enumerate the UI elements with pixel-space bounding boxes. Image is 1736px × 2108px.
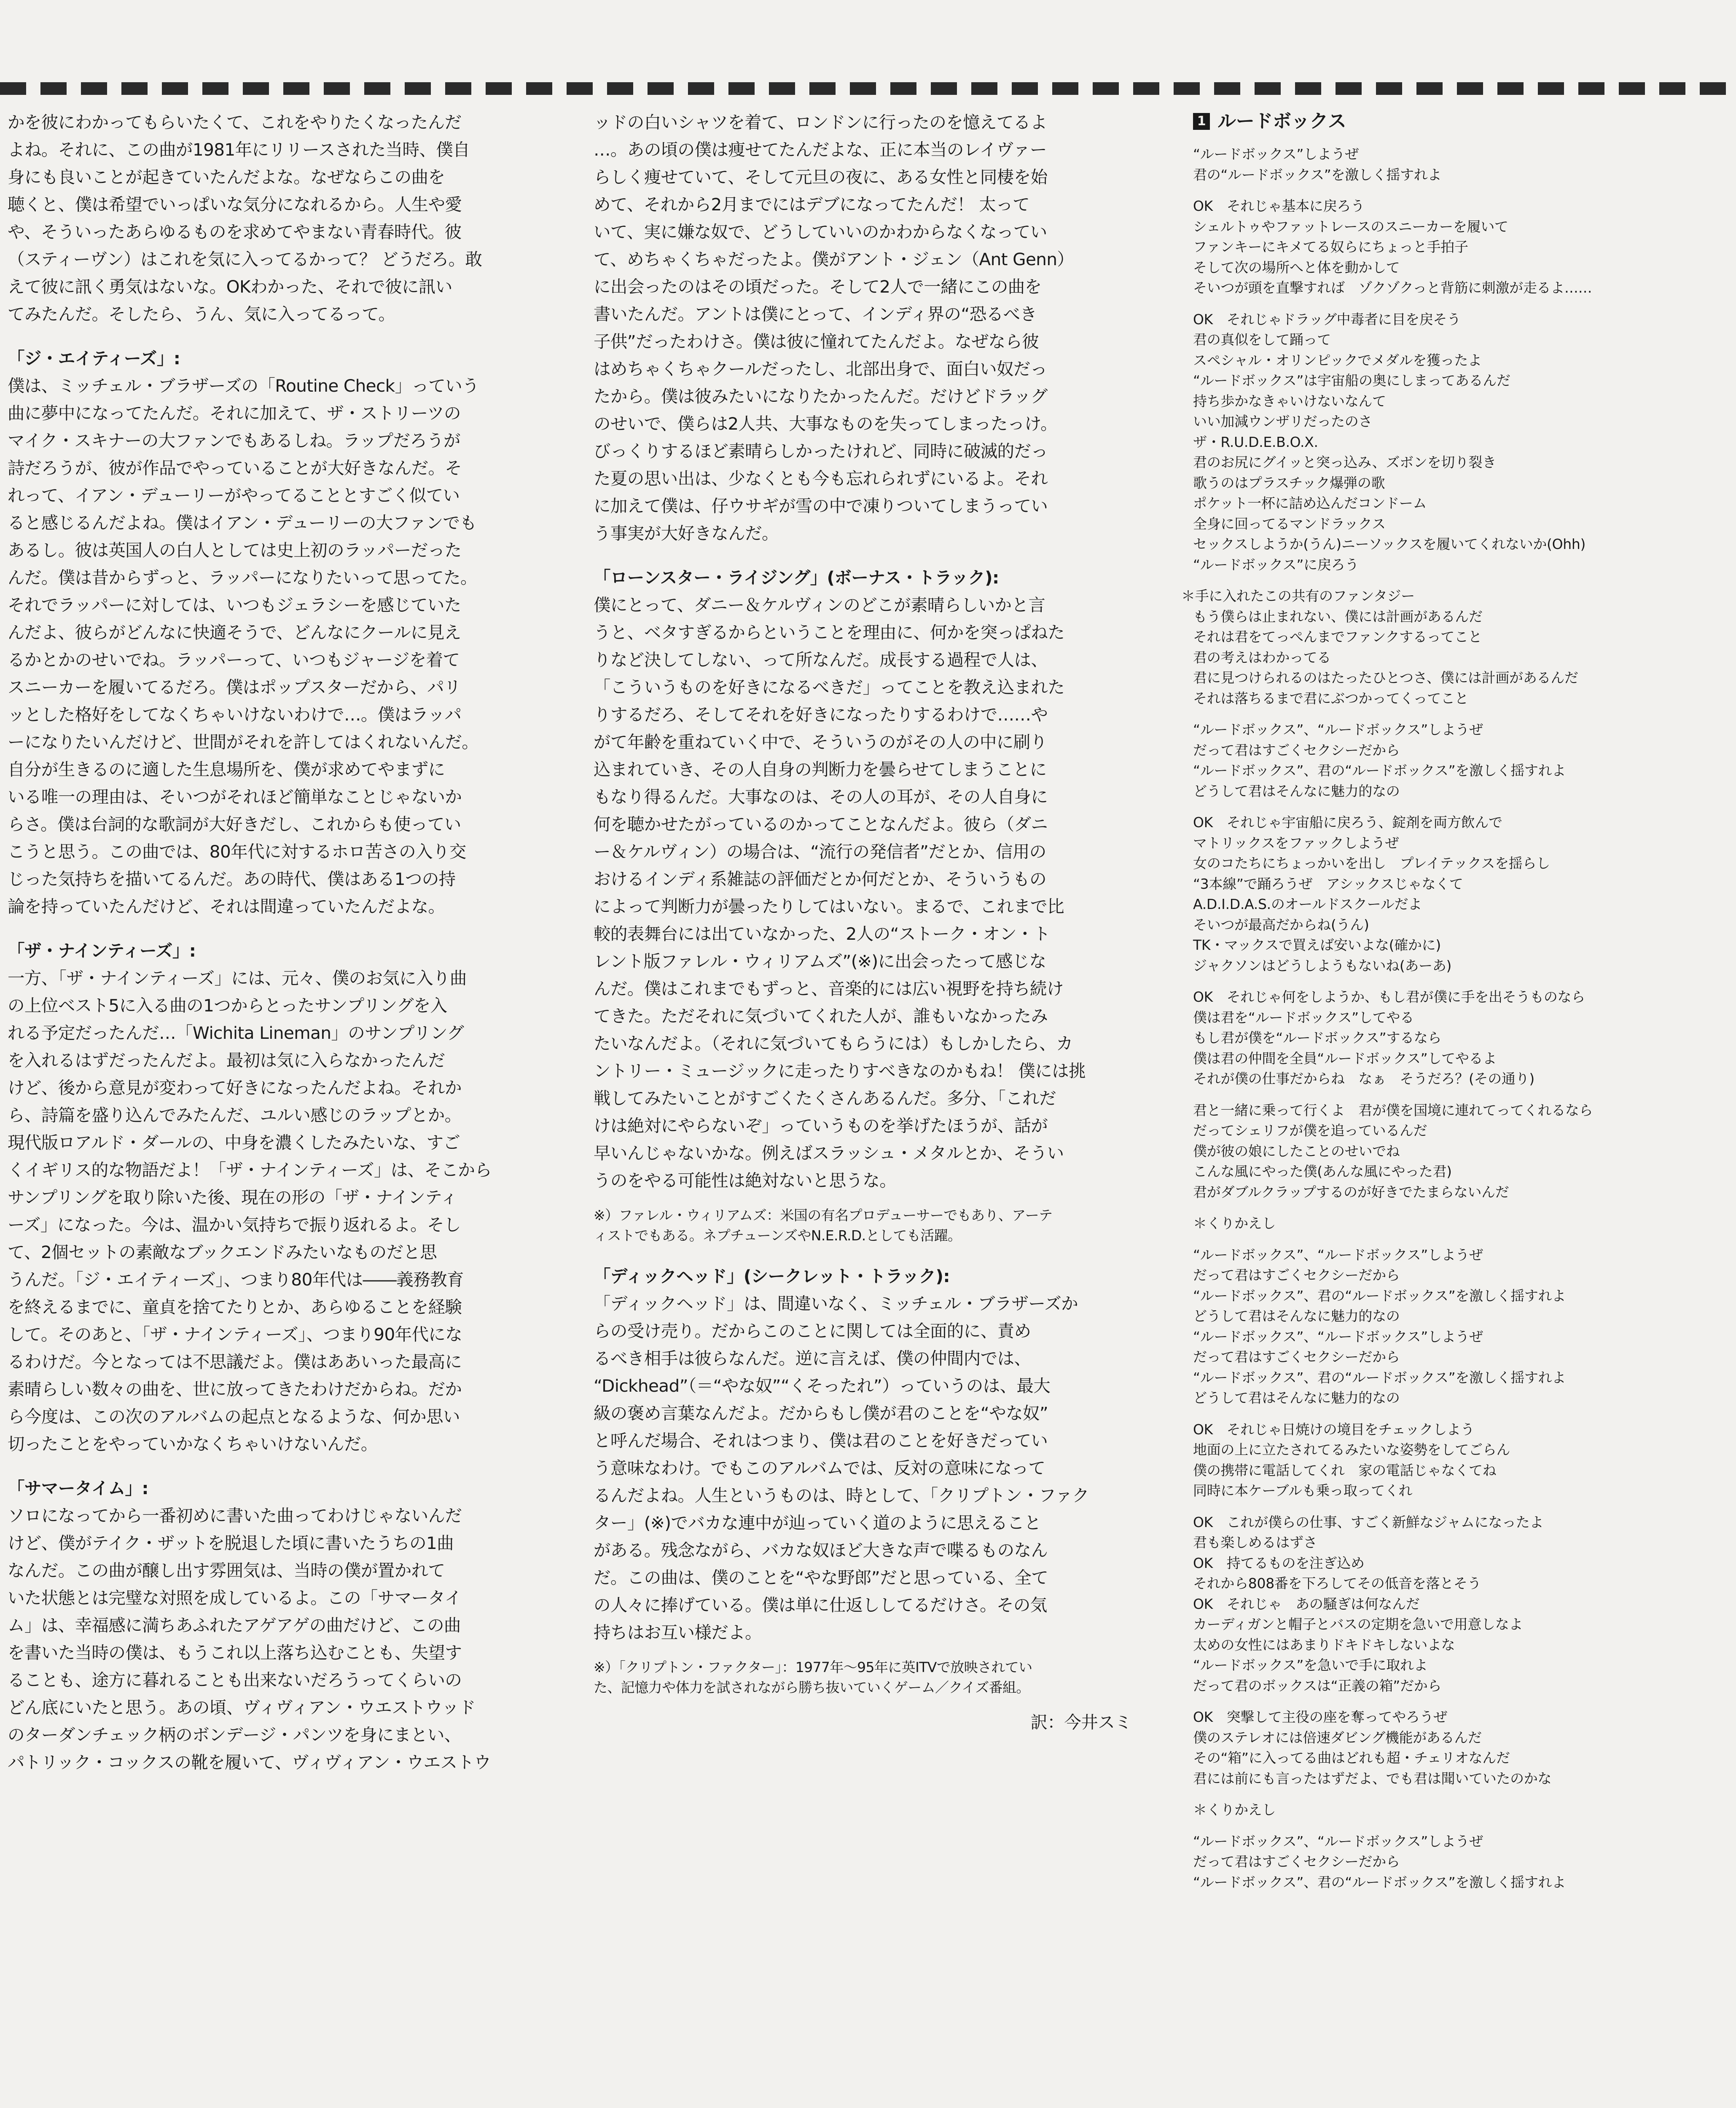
lyric-line: どうして君はそんなに魅力的なの bbox=[1193, 1308, 1400, 1324]
text-line: のせいで、僕らは2人共、大事なものを失ってしまったっけ。 bbox=[594, 414, 1058, 434]
text-line: てみたんだ。そしたら、うん、気に入ってるって。 bbox=[8, 304, 395, 324]
text-line: 聴くと、僕は希望でいっぱいな気分になれるから。人生や愛 bbox=[8, 194, 462, 215]
text-line: 「こういうものを好きになるべきだ」ってことを教え込まれた bbox=[594, 677, 1065, 697]
lyric-line: OK それじゃ日焼けの境目をチェックしよう bbox=[1193, 1421, 1475, 1438]
footnote-line: ※）「クリプトン・ファクター」：1977年～95年に英ITVで放映されてい bbox=[594, 1659, 1032, 1675]
lyric-stanza bbox=[1193, 196, 1733, 298]
column-3-lyrics bbox=[1181, 109, 1733, 1893]
lyric-line: だって君はすごくセクシーだから bbox=[1193, 1853, 1400, 1870]
text-line: サンプリングを取り除いた後、現在の形の「ザ・ナインティ bbox=[8, 1187, 457, 1207]
lyric-line: 君のお尻にグイッと突っ込み、ズボンを切り裂き bbox=[1193, 454, 1497, 471]
text-line: 僕は、ミッチェル・ブラザーズの「Routine Check」っていう bbox=[8, 376, 479, 396]
text-line: スニーカーを履いてるだろ。僕はポップスターだから、パリ bbox=[8, 677, 461, 697]
text-line: ントリー・ミュージックに走ったりすべきなのかもね！ 僕には挑 bbox=[594, 1061, 1086, 1081]
lyric-stanza bbox=[1193, 1800, 1733, 1820]
text-line: 一方、「ザ・ナインティーズ」には、元々、僕のお気に入り曲 bbox=[8, 968, 467, 988]
text-line: ーになりたいんだけど、世間がそれを許してはくれないんだ。 bbox=[8, 732, 479, 752]
text-line: マイク・スキナーの大ファンでもあるしね。ラップだろうが bbox=[8, 430, 461, 451]
text-line: くイギリス的な物語だよ！「ザ・ナインティーズ」は、そこから bbox=[8, 1160, 492, 1180]
text-line: のターダンチェック柄のボンデージ・パンツを身にまとい、 bbox=[8, 1725, 461, 1745]
lyric-line: 全身に回ってるマンドラックス bbox=[1193, 515, 1386, 532]
text-line: ー＆ケルヴィン）の場合は、“流行の発信者”だとか、信用の bbox=[594, 842, 1046, 862]
text-line: るかとかのせいでね。ラッパーって、いつもジャージを着て bbox=[8, 650, 460, 670]
text-line: に出会ったのはその頃だった。そして2人で一緒にこの曲を bbox=[594, 277, 1042, 297]
text-line: てきた。ただそれに気づいてくれた人が、誰もいなかったみ bbox=[594, 1006, 1048, 1026]
text-line: んだよ、彼らがどんなに快適そうで、どんなにクールに見え bbox=[8, 622, 461, 643]
lyric-line: ＊くりかえし bbox=[1193, 1215, 1276, 1231]
column-2 bbox=[594, 109, 1142, 1736]
text-line: を入れるはずだったんだよ。最初は気に入らなかったんだ bbox=[8, 1050, 445, 1070]
lyric-stanza bbox=[1181, 586, 1733, 709]
paragraph-the-eighties bbox=[8, 372, 577, 920]
lyric-line: 地面の上に立たされてるみたいな姿勢をしてごらん bbox=[1193, 1441, 1510, 1458]
text-line: どん底にいたと思う。あの頃、ヴィヴィアン・ウエストウッド bbox=[8, 1697, 476, 1718]
lyric-stanza bbox=[1193, 1245, 1733, 1409]
lyric-line: だって君はすごくセクシーだから bbox=[1193, 742, 1400, 758]
text-line: ター」(※)でバカな連中が辿っていく道のように思えること bbox=[594, 1513, 1041, 1533]
lyric-line: 君の“ルードボックス”を激しく揺すれよ bbox=[1193, 166, 1442, 183]
translator-credit: 訳：今井スミ bbox=[1030, 1712, 1131, 1732]
lyric-line: OK それじゃドラッグ中毒者に目を戻そう bbox=[1193, 311, 1461, 328]
lyric-line: 僕は君を“ルードボックス”してやる bbox=[1193, 1009, 1414, 1026]
lyric-line: 僕の携帯に電話してくれ 家の電話じゃなくてね bbox=[1193, 1462, 1497, 1479]
heading-the-nineties: 「ザ・ナインティーズ」: bbox=[8, 941, 196, 961]
lyric-line: だって君はすごくセクシーだから bbox=[1193, 1267, 1400, 1283]
lyric-line: 持ち歩かなきゃいけないなんて bbox=[1193, 393, 1386, 409]
text-line: なんだ。この曲が醸し出す雰囲気は、当時の僕が置かれて bbox=[8, 1560, 445, 1581]
song-title: ルードボックス bbox=[1217, 110, 1346, 132]
text-line: ると感じるんだよね。僕はイアン・デューリーの大ファンでも bbox=[8, 513, 477, 533]
text-line: や、そういったあらゆるものを求めてやまない青春時代。彼 bbox=[8, 222, 462, 242]
lyric-line: いい加減ウンザリだったのさ bbox=[1193, 413, 1373, 430]
text-line: パトリック・コックスの靴を履いて、ヴィヴィアン・ウエストウ bbox=[8, 1752, 491, 1772]
text-line: えて彼に訊く勇気はないな。OKわかった、それで彼に訊い bbox=[8, 277, 452, 297]
text-line: けど、僕がテイク・ザットを脱退した頃に書いたうちの1曲 bbox=[8, 1533, 454, 1553]
column-1 bbox=[8, 109, 577, 1776]
lyric-line: “ルードボックス”、君の“ルードボックス”を激しく揺すれよ bbox=[1193, 1369, 1566, 1386]
heading-lonestar-rising: 「ローンスター・ライジング」(ボーナス・トラック): bbox=[594, 567, 999, 588]
paragraph-summertime bbox=[8, 1502, 577, 1776]
top-dashed-rule bbox=[0, 82, 1736, 95]
lyric-stanza bbox=[1193, 720, 1733, 801]
lyric-line: OK それじゃ あの騒ぎは何なんだ bbox=[1193, 1595, 1420, 1612]
lyric-line: 女のコたちにちょっかいを出し プレイテックスを揺らし bbox=[1193, 855, 1550, 871]
text-line: の人々に捧げている。僕は単に仕返ししてるだけさ。その気 bbox=[594, 1595, 1047, 1615]
lyric-stanza bbox=[1193, 812, 1733, 976]
track-number-badge: 1 bbox=[1193, 113, 1210, 130]
text-line: 戦してみたいことがすごくたくさんあるんだ。多分、「これだ bbox=[594, 1088, 1056, 1108]
text-line: て、2個セットの素敵なブックエンドみたいなものだと思 bbox=[8, 1242, 437, 1262]
lyric-line: もし君が僕を“ルードボックス”するなら bbox=[1193, 1030, 1442, 1046]
text-line: 書いたんだ。アントは僕にとって、インディ界の“恐るべき bbox=[594, 304, 1037, 324]
lyric-line: “ルードボックス”、“ルードボックス”しようぜ bbox=[1193, 1833, 1483, 1850]
lyric-line: シェルトゥやファットレースのスニーカーを履いて bbox=[1193, 218, 1508, 235]
lyric-line: 手に入れたこの共有のファンタジー bbox=[1195, 588, 1415, 604]
lyric-line: 太めの女性にはあまりドキドキしないよな bbox=[1193, 1636, 1455, 1653]
text-line: 子供”だったわけさ。僕は彼に憧れてたんだよ。なぜなら彼 bbox=[594, 331, 1039, 352]
lyric-stanza bbox=[1193, 1100, 1733, 1203]
lyric-line: スペシャル・オリンピックでメダルを獲ったよ bbox=[1193, 352, 1482, 368]
lyric-stanza bbox=[1193, 1831, 1733, 1893]
paragraph-intro bbox=[8, 109, 577, 328]
lyric-line: どうして君はそんなに魅力的なの bbox=[1193, 1390, 1400, 1406]
lyric-line: 歌うのはプラスチック爆弾の歌 bbox=[1193, 474, 1385, 491]
text-line: によって判断力が曇ったりしてはいない。まるで、これまで比 bbox=[594, 896, 1064, 917]
text-line: もなり得るんだ。大事なのは、その人の耳が、その人自身に bbox=[594, 787, 1048, 807]
song-title-row bbox=[1193, 109, 1733, 134]
lyric-line: OK 持てるものを注ぎ込め bbox=[1193, 1554, 1365, 1571]
lyric-line: 君に見つけられるのはたったひとつさ、僕には計画があるんだ bbox=[1193, 670, 1578, 686]
lyric-line: だってシェリフが僕を追っているんだ bbox=[1193, 1122, 1427, 1139]
footnote-pharrell bbox=[594, 1205, 1142, 1246]
text-line: うと、ベタすぎるからということを理由に、何かを突っぱねた bbox=[594, 622, 1065, 643]
lyric-line: それは君をてっぺんまでファンクするってこと bbox=[1193, 629, 1482, 645]
text-line: た夏の思い出は、少なくとも今も忘れられずにいるよ。それ bbox=[594, 468, 1048, 489]
lyric-line: それが僕の仕事だからね なぁ そうだろ？(その通り) bbox=[1193, 1070, 1534, 1087]
footnote-line: ※）ファレル・ウィリアムズ：米国の有名プロデューサーでもあり、アーテ bbox=[594, 1207, 1053, 1223]
heading-summertime: 「サマータイム」: bbox=[8, 1478, 148, 1498]
lyric-line: どうして君はそんなに魅力的なの bbox=[1193, 782, 1400, 799]
lyric-stanza bbox=[1193, 1213, 1733, 1234]
text-line: んだ。僕はこれまでもずっと、音楽的には広い視野を持ち続け bbox=[594, 979, 1064, 999]
text-line: 曲に夢中になってたんだ。それに加えて、ザ・ストリーツの bbox=[8, 403, 461, 423]
text-line: ム」は、幸福感に満ちあふれたアゲアゲの曲だけど、この曲 bbox=[8, 1615, 461, 1635]
lyric-line: マトリックスをファックしようぜ bbox=[1193, 834, 1399, 851]
paragraph-lonestar-rising bbox=[594, 592, 1142, 1194]
lyric-line: そして次の場所へと体を動かして bbox=[1193, 259, 1400, 276]
text-line: に加えて僕は、仔ウサギが雪の中で凍りついてしまうってい bbox=[594, 496, 1048, 516]
lyric-line: カーディガンと帽子とバスの定期を急いで用意しなよ bbox=[1193, 1616, 1523, 1632]
text-line: と呼んだ場合、それはつまり、僕は君のことを好きだってい bbox=[594, 1430, 1048, 1451]
text-line: 何を聴かせたがっているのかってことなんだよ。彼ら（ダニ bbox=[594, 814, 1048, 834]
text-line: れる予定だったんだ…「Wichita Lineman」のサンプリング bbox=[8, 1023, 464, 1043]
lyric-line: “ルードボックス”は宇宙船の奥にしまってあるんだ bbox=[1193, 372, 1510, 389]
text-line: 僕にとって、ダニー＆ケルヴィンのどこが素晴らしいかと言 bbox=[594, 595, 1045, 615]
lyric-line: そいつが最高だからね(うん) bbox=[1193, 916, 1369, 933]
text-line: ら、詩篇を盛り込んでみたんだ、ユルい感じのラップとか。 bbox=[8, 1105, 462, 1125]
lyric-line: 君の考えはわかってる bbox=[1193, 649, 1331, 666]
lyric-line: 僕のステレオには倍速ダビング機能があるんだ bbox=[1193, 1729, 1482, 1746]
text-line: いて、実に嫌な奴で、どうしていいのかわからなくなってい bbox=[594, 222, 1047, 242]
text-line: ーズ」になった。今は、温かい気持ちで振り返れるよ。そし bbox=[8, 1215, 461, 1235]
text-line: の上位ベスト5に入る曲の1つからとったサンプリングを入 bbox=[8, 995, 447, 1016]
text-line: がて年齢を重ねていく中で、そういうのがその人の中に刷り bbox=[594, 732, 1047, 752]
text-line: うのをやる可能性は絶対ないと思うな。 bbox=[594, 1170, 897, 1191]
lyric-line: OK これが僕らの仕事、すごく新鮮なジャムになったよ bbox=[1193, 1514, 1544, 1530]
paragraph-summertime-continued bbox=[594, 109, 1142, 547]
lyric-line: “ルードボックス”、“ルードボックス”しようぜ bbox=[1193, 721, 1483, 738]
paragraph-dickhead bbox=[594, 1290, 1142, 1646]
text-line: かを彼にわかってもらいたくて、これをやりたくなったんだ bbox=[8, 112, 462, 132]
text-line: 級の褒め言葉なんだよ。だからもし僕が君のことを“やな奴” bbox=[594, 1403, 1048, 1423]
text-line: うんだ。「ジ・エイティーズ」、つまり80年代は――義務教育 bbox=[8, 1269, 464, 1290]
footnote-line: た、記憶力や体力を試されながら勝ち抜いていくゲーム／クイズ番組。 bbox=[594, 1679, 1030, 1696]
footnote-line: ィストでもある。ネプチューンズやN.E.R.D.としても活躍。 bbox=[594, 1227, 962, 1244]
footnote-krypton-factor bbox=[594, 1657, 1142, 1698]
text-line: よね。それに、この曲が1981年にリリースされた当時、僕自 bbox=[8, 140, 470, 160]
lyric-line: “ルードボックス”しようぜ bbox=[1193, 146, 1359, 162]
lyric-stanza bbox=[1193, 309, 1733, 575]
text-line: じった気持ちを描いてるんだ。あの時代、僕はある1つの持 bbox=[8, 869, 456, 889]
text-line: を終えるまでに、童貞を捨てたりとか、あらゆることを経験 bbox=[8, 1297, 462, 1317]
lyric-line: “ルードボックス”を急いで手に取れよ bbox=[1193, 1657, 1428, 1673]
lyric-line: “ルードボックス”、“ルードボックス”しようぜ bbox=[1193, 1246, 1483, 1263]
text-line: …。あの頃の僕は痩せてたんだよな、正に本当のレイヴァー bbox=[594, 140, 1047, 160]
lyric-line: TK・マックスで買えば安いよな(確かに) bbox=[1193, 937, 1441, 953]
text-line: あるし。彼は英国人の白人としては史上初のラッパーだった bbox=[8, 540, 462, 560]
text-line: ッとした格好をしてなくちゃいけないわけで…。僕はラッパ bbox=[8, 704, 462, 725]
lyric-line: 同時に本ケーブルも乗っ取ってくれ bbox=[1193, 1482, 1413, 1499]
lyric-line: “ルードボックス”、君の“ルードボックス”を激しく揺すれよ bbox=[1193, 1874, 1566, 1890]
lyric-line: ファンキーにキメてる奴らにちょっと手拍子 bbox=[1193, 239, 1468, 255]
text-line: 現代版ロアルド・ダールの、中身を濃くしたみたいな、すご bbox=[8, 1132, 460, 1153]
lyric-line: A.D.I.D.A.S.のオールドスクールだよ bbox=[1193, 896, 1422, 912]
chorus-mark: ＊ bbox=[1181, 588, 1195, 604]
text-line: 「ディックヘッド」は、間違いなく、ミッチェル・ブラザーズか bbox=[594, 1293, 1078, 1314]
text-line: 切ったことをやっていかなくちゃいけないんだ。 bbox=[8, 1434, 378, 1454]
text-line: う事実が大好きなんだ。 bbox=[594, 523, 779, 543]
lyric-line: “ルードボックス”、君の“ルードボックス”を激しく揺すれよ bbox=[1193, 1287, 1566, 1304]
lyric-line: OK 突撃して主役の座を奪ってやろうぜ bbox=[1193, 1709, 1447, 1725]
lyric-line: だって君はすごくセクシーだから bbox=[1193, 1349, 1400, 1365]
text-line: けは絶対にやらないぞ」っていうものを挙げたほうが、話が bbox=[594, 1116, 1048, 1136]
text-line: たいなんだよ。（それに気づいてもらうには）もしかしたら、カ bbox=[594, 1033, 1073, 1054]
lyric-line: “ルードボックス”、“ルードボックス”しようぜ bbox=[1193, 1328, 1483, 1345]
lyric-line: こんな風にやった僕(あんな風にやった君) bbox=[1193, 1163, 1452, 1180]
text-line: （スティーヴン）はこれを気に入ってるかって？ どうだろ。敢 bbox=[8, 249, 482, 269]
lyric-line: もう僕らは止まれない、僕には計画があるんだ bbox=[1193, 608, 1483, 625]
lyric-line: 僕が彼の娘にしたことのせいでね bbox=[1193, 1143, 1400, 1159]
text-line: いた状態とは完璧な対照を成しているよ。この「サマータイ bbox=[8, 1588, 462, 1608]
text-line: 素晴らしい数々の曲を、世に放ってきたわけだからね。だか bbox=[8, 1379, 462, 1399]
lyric-line: ポケット一杯に詰め込んだコンドーム bbox=[1193, 495, 1427, 511]
lyrics bbox=[1181, 144, 1733, 1893]
lyric-line: “ルードボックス”、君の“ルードボックス”を激しく揺すれよ bbox=[1193, 762, 1566, 779]
lyric-stanza bbox=[1193, 1420, 1733, 1501]
lyric-line: それから808番を下ろしてその低音を落とそう bbox=[1193, 1575, 1481, 1592]
lyric-line: 君と一緒に乗って行くよ 君が僕を国境に連れてってくれるなら bbox=[1193, 1102, 1593, 1119]
heading-the-eighties: 「ジ・エイティーズ」: bbox=[8, 348, 180, 368]
text-line: ソロになってから一番初めに書いた曲ってわけじゃないんだ bbox=[8, 1506, 462, 1526]
text-line: ッドの白いシャツを着て、ロンドンに行ったのを憶えてるよ bbox=[594, 112, 1047, 132]
text-line: 自分が生きるのに適した生息場所を、僕が求めてやまずに bbox=[8, 759, 445, 780]
lyric-line: 君の真似をして踊って bbox=[1193, 331, 1331, 348]
lyric-line: “ルードボックス”に戻ろう bbox=[1193, 556, 1359, 573]
text-line: はめちゃくちゃクールだったし、北部出身で、面白い奴だっ bbox=[594, 359, 1047, 379]
text-line: 身にも良いことが起きていたんだよな。なぜならこの曲を bbox=[8, 167, 445, 187]
text-line: りなど決してしない、って所なんだ。成長する過程で人は、 bbox=[594, 650, 1048, 670]
text-line: いる唯一の理由は、そいつがそれほど簡単なことじゃないか bbox=[8, 787, 462, 807]
text-line: たから。僕は彼みたいになりたかったんだ。だけどドラッグ bbox=[594, 386, 1048, 406]
text-line: めて、それから2月までにはデブになってたんだ！ 太って bbox=[594, 194, 1030, 215]
text-line: らの受け売り。だからこのことに関しては全面的に、責め bbox=[594, 1321, 1031, 1341]
text-line: れって、イアン・デューリーがやってることとすごく似てい bbox=[8, 485, 460, 505]
lyric-line: だって君のボックスは“正義の箱”だから bbox=[1193, 1677, 1442, 1694]
text-line: う意味なわけ。でもこのアルバムでは、反対の意味になって bbox=[594, 1458, 1045, 1478]
text-line: びっくりするほど素晴らしかったけれど、同時に破滅的だっ bbox=[594, 441, 1048, 461]
lyric-line: OK それじゃ基本に戻ろう bbox=[1193, 198, 1365, 214]
paragraph-the-nineties bbox=[8, 965, 577, 1458]
lyric-stanza bbox=[1193, 987, 1733, 1089]
text-line: て、めちゃくちゃだったよ。僕がアント・ジェン（Ant Genn） bbox=[594, 249, 1074, 269]
text-line: らさ。僕は台詞的な歌詞が大好きだし、これからも使ってい bbox=[8, 814, 461, 834]
lyric-line: セックスしようか(うん)ニーソックスを履いてくれないか(Ohh) bbox=[1193, 536, 1586, 552]
text-line: ることも、途方に暮れることも出来ないだろうってくらいの bbox=[8, 1670, 462, 1690]
text-line: るんだよね。人生というものは、時として、「クリプトン・ファク bbox=[594, 1485, 1089, 1506]
text-line: らしく痩せていて、そして元旦の夜に、ある女性と同棲を始 bbox=[594, 167, 1048, 187]
text-line: こうと思う。この曲では、80年代に対するホロ苦さの入り交 bbox=[8, 842, 466, 862]
text-line: るべき相手は彼らなんだ。逆に言えば、僕の仲間内では、 bbox=[594, 1348, 1031, 1369]
lyric-line: そいつが頭を直撃すれば ゾクゾクっと背筋に刺激が走るよ…… bbox=[1193, 280, 1592, 296]
heading-dickhead: 「ディックヘッド」(シークレット・トラック): bbox=[594, 1266, 950, 1286]
text-line: レント版ファレル・ウィリアムズ”(※)に出会ったって感じな bbox=[594, 951, 1046, 971]
lyric-line: 君には前にも言ったはずだよ、でも君は聞いていたのかな bbox=[1193, 1770, 1552, 1787]
text-line: んだ。僕は昔からずっと、ラッパーになりたいって思ってた。 bbox=[8, 567, 477, 588]
text-line: けど、後から意見が変わって好きになったんだよね。それか bbox=[8, 1078, 462, 1098]
text-line: 詩だろうが、彼が作品でやっていることが大好きなんだ。そ bbox=[8, 458, 462, 478]
text-line: りするだろ、そしてそれを好きになったりするわけで……や bbox=[594, 704, 1048, 725]
lyric-stanza bbox=[1193, 1512, 1733, 1697]
text-line: だ。この曲は、僕のことを“やな野郎”だと思っている、全て bbox=[594, 1568, 1048, 1588]
lyric-stanza bbox=[1193, 144, 1733, 185]
lyric-line: ジャクソンはどうしようもないね(あーあ) bbox=[1193, 957, 1452, 974]
lyric-line: それは落ちるまで君にぶつかってくってこと bbox=[1193, 690, 1469, 707]
lyric-stanza bbox=[1193, 1707, 1733, 1789]
text-line: を書いた当時の僕は、もうこれ以上落ち込むことも、失望す bbox=[8, 1643, 462, 1663]
lyric-line: 僕は君の仲間を全員“ルードボックス”してやるよ bbox=[1193, 1050, 1497, 1067]
text-line: 較的表舞台には出ていなかった、2人の“ストーク・オン・ト bbox=[594, 924, 1050, 944]
lyric-line: 君がダブルクラップするのが好きでたまらないんだ bbox=[1193, 1183, 1509, 1200]
text-line: 早いんじゃないかな。例えばスラッシュ・メタルとか、そうい bbox=[594, 1143, 1064, 1163]
text-line: して。そのあと、「ザ・ナインティーズ」、つまり90年代にな bbox=[8, 1324, 462, 1344]
text-line: がある。残念ながら、バカな奴ほど大きな声で喋るものなん bbox=[594, 1540, 1048, 1560]
text-line: それでラッパーに対しては、いつもジェラシーを感じていた bbox=[8, 595, 461, 615]
text-line: 論を持っていたんだけど、それは間違っていたんだよな。 bbox=[8, 896, 445, 917]
text-line: るわけだ。今となっては不思議だよ。僕はああいった最高に bbox=[8, 1352, 462, 1372]
text-line: ら今度は、この次のアルバムの起点となるような、何か思い bbox=[8, 1406, 460, 1427]
lyric-line: その“箱”に入ってる曲はどれも超・チェリオなんだ bbox=[1193, 1750, 1510, 1766]
lyric-line: 君も楽しめるはずさ bbox=[1193, 1534, 1317, 1551]
text-line: 込まれていき、その人自身の判断力を曇らせてしまうことに bbox=[594, 759, 1047, 780]
lyric-line: OK それじゃ宇宙船に戻ろう、錠剤を両方飲んで bbox=[1193, 814, 1502, 831]
lyric-line: OK それじゃ何をしようか、もし君が僕に手を出そうものなら bbox=[1193, 989, 1585, 1005]
lyric-line: “3本線”で踊ろうぜ アシックスじゃなくて bbox=[1193, 875, 1463, 892]
text-line: “Dickhead”（＝“やな奴”“くそったれ”）っていうのは、最大 bbox=[594, 1376, 1051, 1396]
text-line: 持ちはお互い様だよ。 bbox=[594, 1622, 762, 1643]
lyric-line: ＊くりかえし bbox=[1193, 1801, 1276, 1818]
text-line: おけるインディ系雑誌の評価だとか何だとか、そういうもの bbox=[594, 869, 1047, 889]
lyric-line: ザ・R.U.D.E.B.O.X. bbox=[1193, 433, 1318, 450]
